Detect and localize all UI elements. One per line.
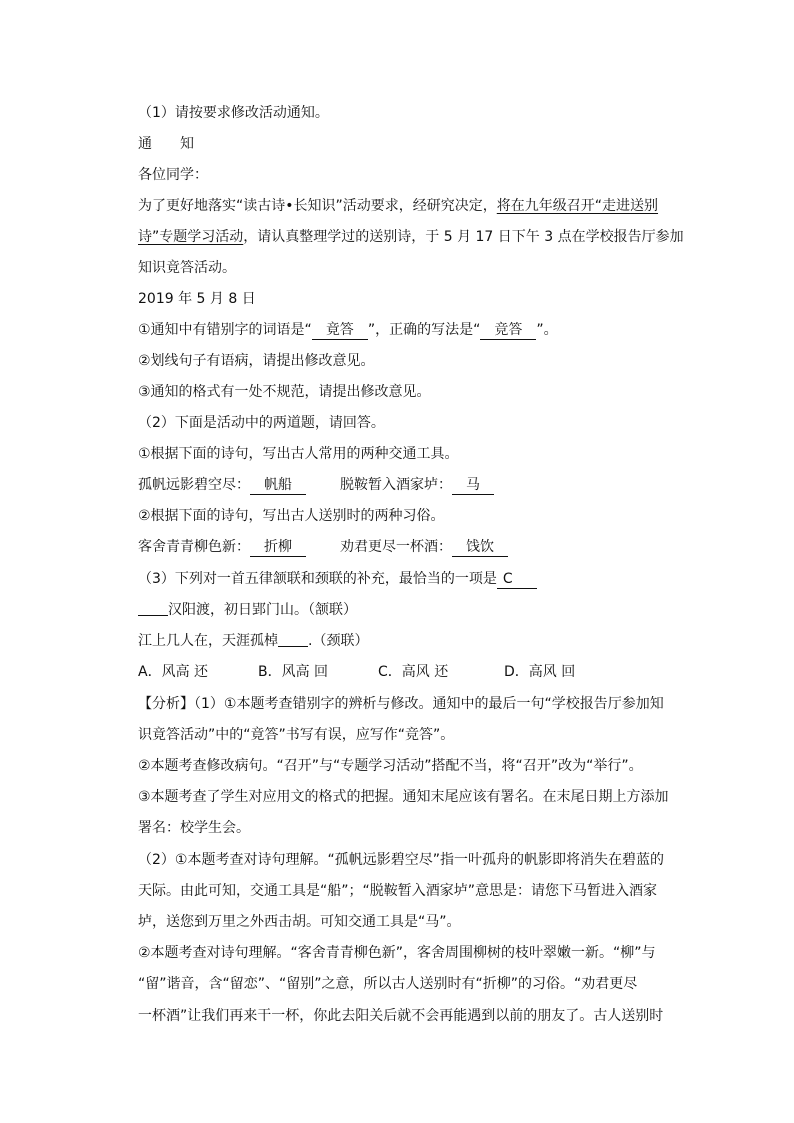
analysis-line: 【分析】（1）①本题考查错别字的辨析与修改。通知中的最后一句“学校报告厅参加知 [138, 696, 664, 712]
notice-body-line-3: 知识竟答活动。 [138, 260, 236, 276]
fill-blank [138, 601, 168, 616]
answer-blank: 饯饮 [452, 538, 508, 557]
couplet-text: 江上几人在，天涯孤棹 [138, 633, 278, 649]
q3-couplet-2 [138, 631, 368, 651]
answer-blank: 折柳 [250, 538, 306, 557]
q3-heading [138, 569, 537, 589]
analysis-line: 识竟答活动”中的“竟答”书写有误，应写作“竞答”。 [138, 727, 455, 743]
analysis-line: ②本题考查修改病句。“召开”与“专题学习活动”搭配不当，将“召开”改为“举行”。 [138, 758, 643, 774]
couplet-text: 汉阳渡，初日郢门山。（颔联） [168, 602, 357, 618]
q2-sub1: ①根据下面的诗句，写出古人常用的两种交通工具。 [138, 446, 459, 462]
poem-line: 客舍青青柳色新： [138, 539, 250, 555]
poem-line: 脱鞍暂入酒家垆： [340, 477, 452, 493]
answer-blank: 马 [452, 476, 494, 495]
notice-body-line-1 [138, 196, 658, 216]
q3-couplet-1 [138, 600, 357, 620]
couplet-text: .（颈联） [308, 633, 369, 649]
analysis-line: （2）①本题考查对诗句理解。“孤帆远影碧空尽”指一叶孤舟的帆影即将消失在碧蓝的 [138, 852, 664, 868]
notice-greeting: 各位同学： [138, 167, 208, 183]
analysis-line: 署名：校学生会。 [138, 820, 250, 836]
answer-blank: 帆船 [250, 476, 306, 495]
q2-poem-row-1 [138, 475, 494, 495]
q2-heading: （2）下面是活动中的两道题，请回答。 [138, 415, 385, 431]
analysis-line: 天际。由此可知，交通工具是“船”；“脱鞍暂入酒家垆”意思是：请您下马暂进入酒家 [138, 883, 658, 899]
q1-sub2: ②划线句子有语病，请提出修改意见。 [138, 353, 375, 369]
q1-heading: （1）请按要求修改活动通知。 [138, 105, 329, 121]
notice-date: 2019 年 5 月 8 日 [138, 291, 256, 307]
q1-sub3: ③通知的格式有一处不规范，请提出修改意见。 [138, 384, 431, 400]
q3-prompt: （3）下列对一首五律颔联和颈联的补充，最恰当的一项是 [138, 571, 497, 587]
poem-line: 劝君更尽一杯酒： [340, 539, 452, 555]
underlined-sentence-part-2: 诗”专题学习活动 [138, 229, 244, 245]
poem-line: 孤帆远影碧空尽： [138, 477, 250, 493]
answer-choice: C [497, 570, 537, 589]
notice-title: 通 知 [138, 136, 194, 152]
analysis-line: ②本题考查对诗句理解。“客舍青青柳色新”，客舍周围柳树的枝叶翠嫩一新。“柳”与 [138, 945, 656, 961]
analysis-line: 一杯酒”让我们再来干一杯，你此去阳关后就不会再能遇到以前的朋友了。古人送别时 [138, 1008, 664, 1024]
q1-sub1-prompt: ①通知中有错别字的词语是“ [138, 322, 312, 338]
analysis-line: “留”谐音，含“留恋”、“留别”之意，所以古人送别时有“折柳”的习俗。“劝君更尽 [138, 976, 638, 992]
analysis-line: 垆，送您到万里之外西击胡。可知交通工具是“马”。 [138, 914, 461, 930]
answer-wrong-word: 竟答 [312, 321, 368, 340]
notice-body-text: 为了更好地落实“读古诗•长知识”活动要求，经研究决定， [138, 198, 497, 214]
option-d: D．高风 回 [504, 664, 576, 680]
q2-sub2: ②根据下面的诗句，写出古人送别时的两种习俗。 [138, 508, 445, 524]
notice-body-line-2 [138, 227, 684, 247]
q3-options [138, 662, 575, 682]
fill-blank [278, 632, 308, 647]
q1-sub1 [138, 320, 558, 340]
option-c: C．高风 还 [378, 664, 449, 680]
option-a: A．风高 还 [138, 664, 209, 680]
answer-correct-word: 竞答 [480, 321, 536, 340]
option-b: B．风高 回 [258, 664, 329, 680]
q2-poem-row-2 [138, 537, 508, 557]
q1-sub1-mid: ”，正确的写法是“ [367, 322, 481, 338]
q1-sub1-end: ”。 [536, 322, 558, 338]
analysis-line: ③本题考查了学生对应用文的格式的把握。通知末尾应该有署名。在末尾日期上方添加 [138, 789, 669, 805]
notice-body-text: ，请认真整理学过的送别诗，于 5 月 17 日下午 3 点在学校报告厅参加 [243, 229, 684, 245]
underlined-sentence-part-1: 将在九年级召开“走进送别 [496, 198, 659, 214]
